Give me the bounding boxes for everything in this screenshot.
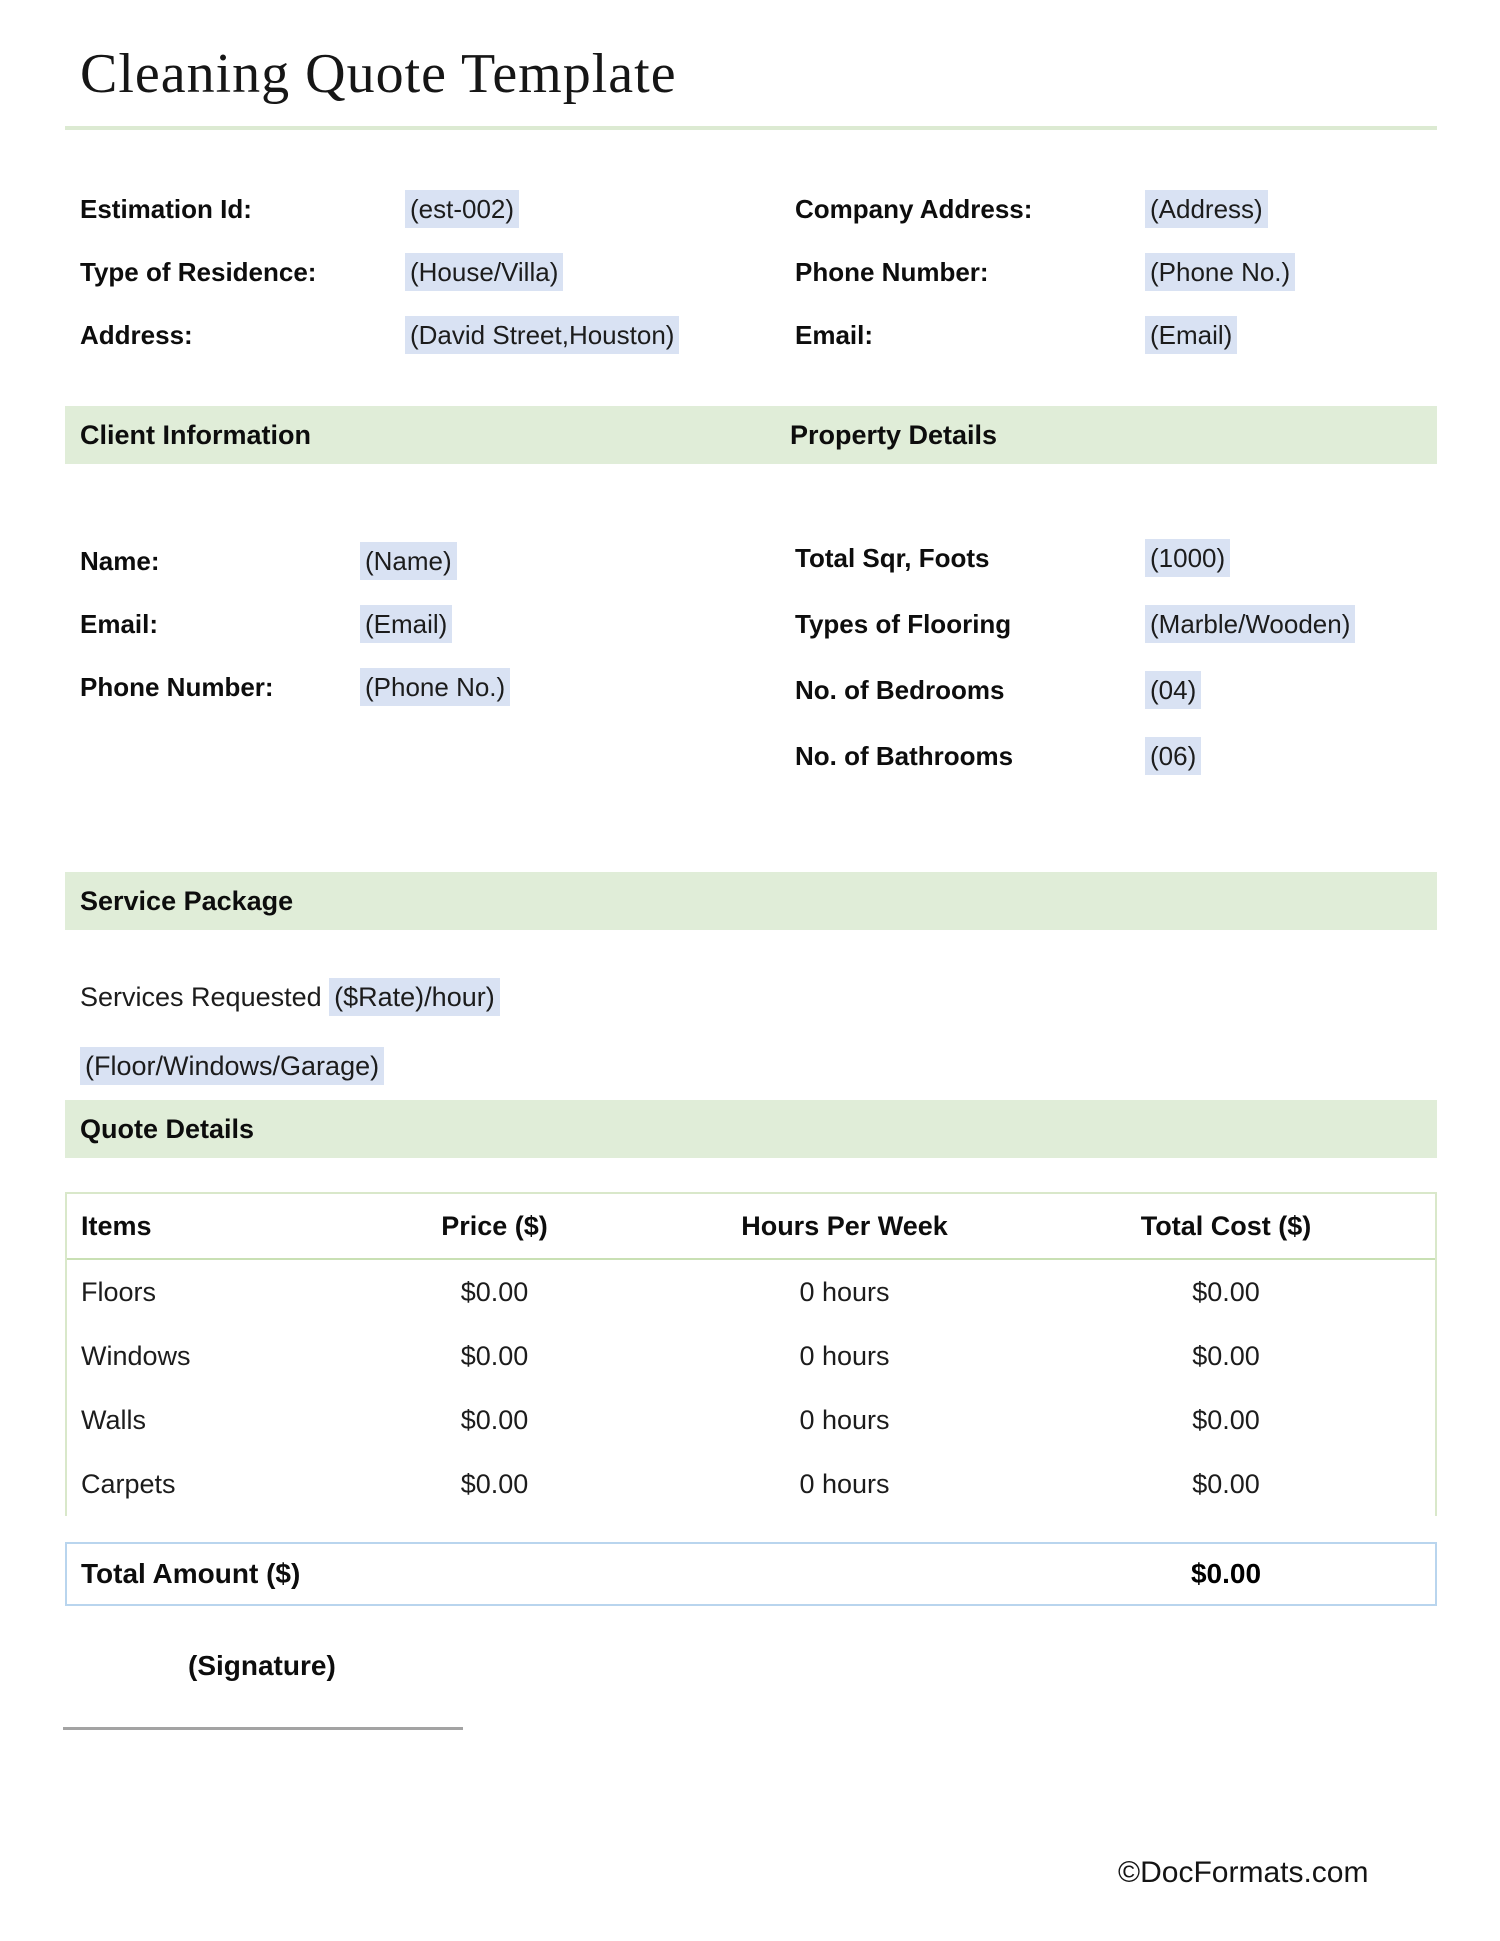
- estimation-id-label: Estimation Id:: [80, 194, 252, 224]
- price-cell: $0.00: [460, 1276, 529, 1307]
- field-row-total-sqr-foots: [795, 541, 1355, 607]
- header-fields-right: [795, 192, 1295, 381]
- field-row-no-of-bathrooms: [795, 739, 1355, 805]
- field-row-client-name: [80, 544, 510, 607]
- types-of-flooring-label: Types of Flooring: [795, 609, 1012, 639]
- item-cell: Carpets: [81, 1468, 176, 1499]
- client-email-label: Email:: [80, 609, 159, 639]
- field-row-client-email: [80, 607, 510, 670]
- client-phone-label: Phone Number:: [80, 672, 274, 702]
- client-phone-field[interactable]: (Phone No.): [360, 668, 510, 706]
- phone-number-field[interactable]: (Phone No.): [1145, 253, 1295, 291]
- client-name-label: Name:: [80, 546, 160, 576]
- field-row-type-of-residence: [80, 255, 679, 318]
- no-of-bathrooms-label: No. of Bathrooms: [795, 741, 1014, 771]
- hours-cell: 0 hours: [799, 1276, 890, 1307]
- total-amount-row: [65, 1542, 1437, 1606]
- field-row-types-of-flooring: [795, 607, 1355, 673]
- property-details-heading: Property Details: [790, 419, 998, 450]
- quote-items-table: [65, 1192, 1437, 1516]
- field-row-address: [80, 318, 679, 381]
- company-address-label: Company Address:: [795, 194, 1033, 224]
- total-amount-label: Total Amount ($): [81, 1558, 301, 1589]
- hours-cell: 0 hours: [799, 1404, 890, 1435]
- field-row-client-phone: [80, 670, 510, 733]
- email-field[interactable]: (Email): [1145, 316, 1237, 354]
- section-band-client-property: [65, 406, 1437, 464]
- email-label: Email:: [795, 320, 874, 350]
- section-band-quote-details: [65, 1100, 1437, 1158]
- field-row-estimation-id: [80, 192, 679, 255]
- item-cell: Walls: [81, 1404, 146, 1435]
- price-column-header: Price ($): [317, 1194, 672, 1259]
- services-requested-text: Services Requested: [80, 982, 330, 1012]
- price-cell: $0.00: [460, 1468, 529, 1499]
- total-cell: $0.00: [1192, 1276, 1260, 1307]
- company-address-field[interactable]: (Address): [1145, 190, 1268, 228]
- client-information-fields: [80, 544, 510, 733]
- items-column-header: Items: [67, 1194, 317, 1259]
- field-row-company-address: [795, 192, 1295, 255]
- estimation-id-field[interactable]: (est-002): [405, 190, 519, 228]
- signature-line: [63, 1727, 463, 1730]
- address-label: Address:: [80, 320, 193, 350]
- price-cell: $0.00: [460, 1404, 529, 1435]
- property-details-fields: [795, 541, 1355, 805]
- footer-credit: ©DocFormats.com: [1118, 1856, 1369, 1889]
- table-row-windows: [67, 1324, 1435, 1388]
- no-of-bedrooms-label: No. of Bedrooms: [795, 675, 1005, 705]
- services-list-line: [80, 1048, 384, 1084]
- type-of-residence-field[interactable]: (House/Villa): [405, 253, 563, 291]
- table-row-walls: [67, 1388, 1435, 1452]
- field-row-phone-number: [795, 255, 1295, 318]
- total-cost-column-header: Total Cost ($): [1017, 1194, 1435, 1259]
- no-of-bathrooms-field[interactable]: (06): [1145, 737, 1201, 775]
- price-cell: $0.00: [460, 1340, 529, 1371]
- services-list-field[interactable]: (Floor/Windows/Garage): [80, 1047, 384, 1085]
- service-package-heading: Service Package: [80, 885, 294, 916]
- signature-placeholder[interactable]: (Signature): [188, 1650, 336, 1681]
- section-band-service-package: [65, 872, 1437, 930]
- table-row-floors: [67, 1259, 1435, 1324]
- header-fields-left: [80, 192, 679, 381]
- page-title: Cleaning Quote Template: [80, 43, 677, 105]
- total-cell: $0.00: [1192, 1340, 1260, 1371]
- hours-cell: 0 hours: [799, 1468, 890, 1499]
- quote-details-heading: Quote Details: [80, 1113, 255, 1144]
- field-row-no-of-bedrooms: [795, 673, 1355, 739]
- item-cell: Floors: [81, 1276, 157, 1307]
- client-information-heading: Client Information: [80, 419, 311, 450]
- no-of-bedrooms-field[interactable]: (04): [1145, 671, 1201, 709]
- phone-number-label: Phone Number:: [795, 257, 989, 287]
- table-header-row: [67, 1194, 1435, 1259]
- item-cell: Windows: [81, 1340, 191, 1371]
- total-cell: $0.00: [1192, 1404, 1260, 1435]
- title-divider: [65, 126, 1437, 130]
- client-email-field[interactable]: (Email): [360, 605, 452, 643]
- total-cell: $0.00: [1192, 1468, 1260, 1499]
- address-field[interactable]: (David Street,Houston): [405, 316, 679, 354]
- type-of-residence-label: Type of Residence:: [80, 257, 317, 287]
- total-sqr-foots-field[interactable]: (1000): [1145, 539, 1230, 577]
- table-row-carpets: [67, 1452, 1435, 1516]
- types-of-flooring-field[interactable]: (Marble/Wooden): [1145, 605, 1355, 643]
- total-sqr-foots-label: Total Sqr, Foots: [795, 543, 990, 573]
- field-row-email: [795, 318, 1295, 381]
- client-name-field[interactable]: (Name): [360, 542, 457, 580]
- hours-column-header: Hours Per Week: [672, 1194, 1017, 1259]
- rate-per-hour-field[interactable]: ($Rate)/hour): [329, 978, 500, 1016]
- total-amount-value: $0.00: [1190, 1558, 1262, 1589]
- hours-cell: 0 hours: [799, 1340, 890, 1371]
- services-requested-line: [80, 979, 500, 1015]
